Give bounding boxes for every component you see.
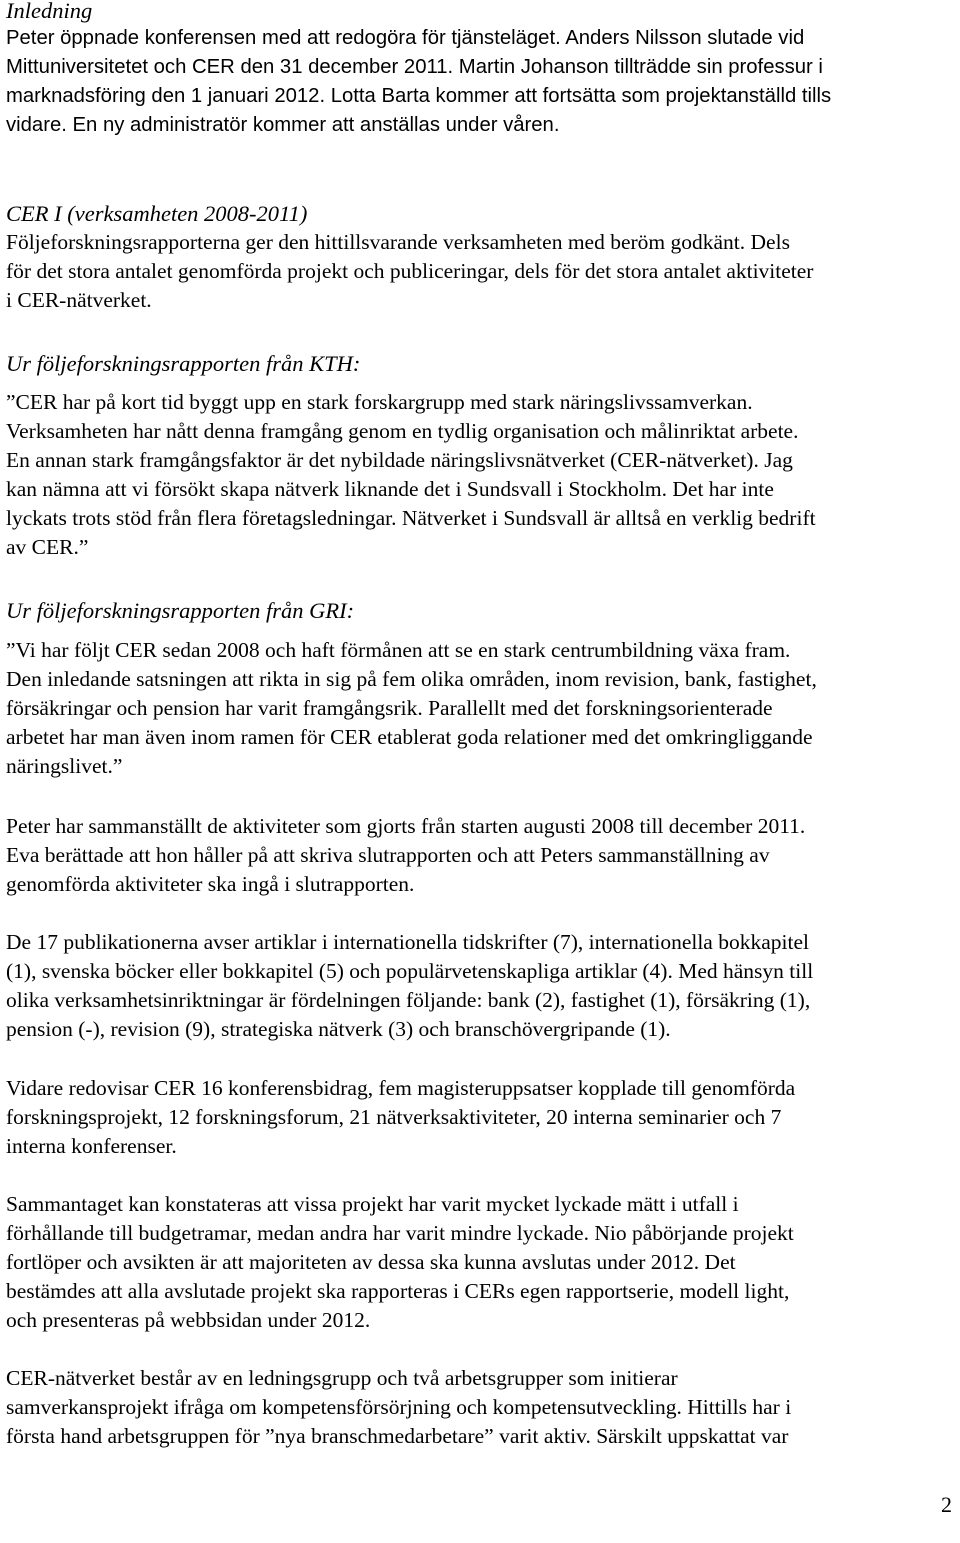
text-line: bestämdes att alla avslutade projekt ska rapporteras i CERs egen rapportserie, modell light, <box>6 1279 790 1303</box>
text-line: (1), svenska böcker eller bokkapitel (5) och populärvetenskapliga artiklar (4). Med hänsyn till <box>6 959 814 983</box>
paragraph-intro <box>6 24 831 140</box>
text-line: arbetet har man även inom ramen för CER etablerat goda relationer med det omkringliggande <box>6 725 813 749</box>
text-line: vidare. En ny administratör kommer att anställas under våren. <box>6 114 560 136</box>
heading-kth: Ur följeforskningsrapporten från KTH: <box>6 351 361 376</box>
text-line: samverkansprojekt ifråga om kompetensförsörjning och kompetensutveckling. Hittills har i <box>6 1395 792 1419</box>
page-number: 2 <box>941 1492 952 1517</box>
text-line: pension (-), revision (9), strategiska nätverk (3) och branschövergripande (1). <box>6 1017 671 1041</box>
text-line: lyckats trots stöd från flera företagsledningar. Nätverket i Sundsvall är alltså en verklig bedrift <box>6 506 816 530</box>
heading-intro: Inledning <box>6 0 93 23</box>
text-line: Eva berättade att hon håller på att skriva slutrapporten och att Peters sammanställning av <box>6 843 770 867</box>
text-line: Den inledande satsningen att rikta in sig på fem olika områden, inom revision, bank, fastighet, <box>6 667 817 691</box>
text-line: ”Vi har följt CER sedan 2008 och haft förmånen att se en stark centrumbildning växa fram. <box>6 638 791 662</box>
text-line: Mittuniversitetet och CER den 31 december 2011. Martin Johanson tillträdde sin professur i <box>6 56 823 78</box>
text-line: olika verksamhetsinriktningar är fördelningen följande: bank (2), fastighet (1), försäkring (1), <box>6 988 811 1012</box>
text-line: förhållande till budgetramar, medan andra har varit mindre lyckade. Nio påbörjande projekt <box>6 1221 794 1245</box>
quote-kth <box>6 388 816 562</box>
text-line: CER-nätverket består av en ledningsgrupp och två arbetsgrupper som initierar <box>6 1366 678 1390</box>
paragraph-conferences <box>6 1074 795 1161</box>
paragraph-publications <box>6 928 813 1044</box>
text-line: De 17 publikationerna avser artiklar i internationella tidskrifter (7), internationella bokkapitel <box>6 930 809 954</box>
paragraph-summary <box>6 1190 794 1335</box>
heading-gri: Ur följeforskningsrapporten från GRI: <box>6 598 355 623</box>
paragraph-network <box>6 1364 791 1451</box>
text-line: Verksamheten har nått denna framgång genom en tydlig organisation och målinriktat arbete. <box>6 419 799 443</box>
text-line: Vidare redovisar CER 16 konferensbidrag, fem magisteruppsatser kopplade till genomförda <box>6 1076 796 1100</box>
paragraph-activities <box>6 812 805 899</box>
text-line: interna konferenser. <box>6 1134 177 1158</box>
text-line: kan nämna att vi försökt skapa nätverk liknande det i Sundsvall i Stockholm. Det har inte <box>6 477 774 501</box>
text-line: för det stora antalet genomförda projekt och publiceringar, dels för det stora antalet aktiviteter <box>6 259 814 283</box>
text-line: En annan stark framgångsfaktor är det nybildade näringslivsnätverket (CER-nätverket). Jag <box>6 448 793 472</box>
text-line: näringslivet.” <box>6 754 123 778</box>
paragraph-cer <box>6 228 813 315</box>
text-line: fortlöper och avsikten är att majoriteten av dessa ska kunna avslutas under 2012. Det <box>6 1250 736 1274</box>
text-line: Sammantaget kan konstateras att vissa projekt har varit mycket lyckade mätt i utfall i <box>6 1192 739 1216</box>
text-line: och presenteras på webbsidan under 2012. <box>6 1308 371 1332</box>
text-line: Följeforskningsrapporterna ger den hittillsvarande verksamheten med beröm godkänt. Dels <box>6 230 790 254</box>
text-line: ”CER har på kort tid byggt upp en stark forskargrupp med stark näringslivssamverkan. <box>6 390 753 414</box>
text-line: försäkringar och pension har varit framgångsrik. Parallellt med det forskningsorienterade <box>6 696 773 720</box>
text-line: av CER.” <box>6 535 89 559</box>
quote-gri <box>6 636 817 781</box>
text-line: första hand arbetsgruppen för ”nya branschmedarbetare” varit aktiv. Särskilt uppskattat var <box>6 1424 789 1448</box>
text-line: genomförda aktiviteter ska ingå i slutrapporten. <box>6 872 415 896</box>
text-line: marknadsföring den 1 januari 2012. Lotta Barta kommer att fortsätta som projektanställd tills <box>6 85 832 107</box>
text-line: i CER-nätverket. <box>6 288 152 312</box>
text-line: forskningsprojekt, 12 forskningsforum, 21 nätverksaktiviteter, 20 interna seminarier och 7 <box>6 1105 782 1129</box>
text-line: Peter har sammanställt de aktiviteter som gjorts från starten augusti 2008 till december 2011. <box>6 814 806 838</box>
heading-cer: CER I (verksamheten 2008-2011) <box>6 201 308 226</box>
text-line: Peter öppnade konferensen med att redogöra för tjänsteläget. Anders Nilsson slutade vid <box>6 27 805 49</box>
